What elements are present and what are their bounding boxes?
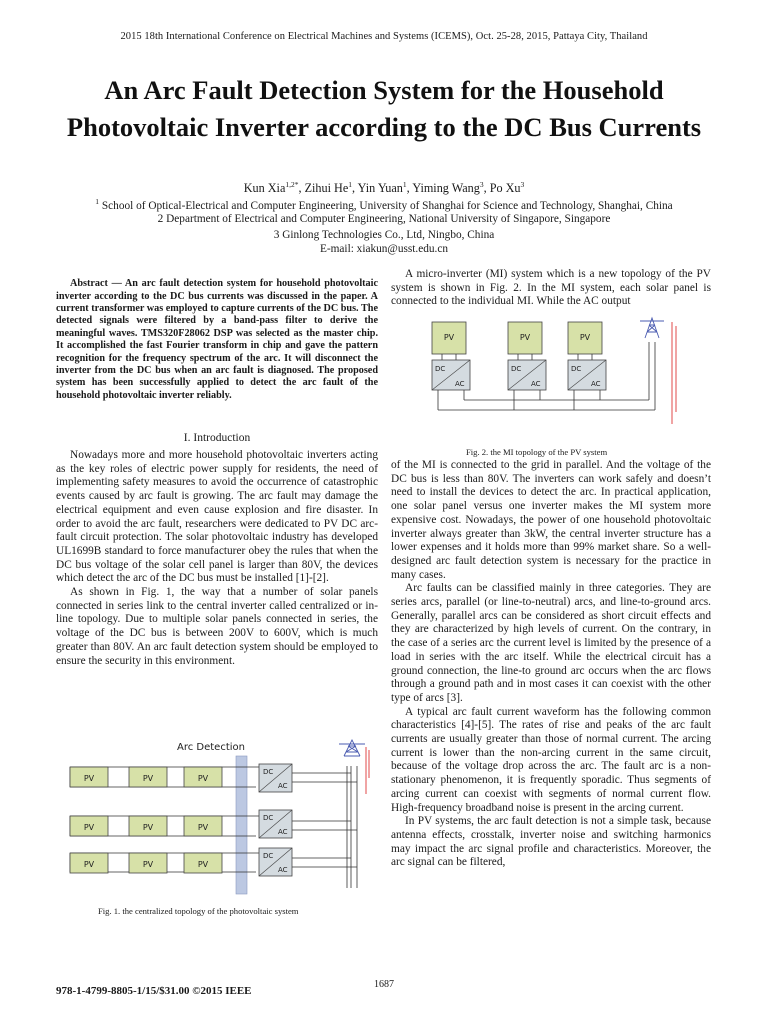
pv-panel xyxy=(568,322,602,354)
svg-text:AC: AC xyxy=(531,380,541,388)
micro-inverter xyxy=(568,360,606,390)
transmission-tower-icon xyxy=(640,318,664,338)
author-affil-mark: 3 xyxy=(520,180,525,189)
author-name: Zihui He xyxy=(304,181,349,196)
affiliation-text: School of Optical-Electrical and Computer Engineering, University of Shanghai for Science and Technology, Shanghai, China xyxy=(101,199,673,212)
svg-text:PV: PV xyxy=(142,860,154,869)
intro-section xyxy=(56,432,378,668)
intro-paragraph-1: Nowadays more and more household photovoltaic inverters acting as the key roles of electric power supply for residents, the need of implementing safety measures to avoid the occurrence of catastrophic events caused by arc fault is growing. The arc fault may damage the electrical equipment and even cause explosion and fire disaster. In order to avoid the arc fault, researchers were dedicated to PV DC arc-fault circuit protection. The solar photovoltaic industry has developed UL1699B standard to force manufacturer obey the rules that when the DC bus voltage of the solar cell panel is larger than 80V, the devices which detect the arc of the DC bus must be installed [1]-[2]. xyxy=(56,449,378,585)
dc-ac-inverter xyxy=(259,848,292,876)
micro-inverter xyxy=(432,360,470,390)
dc-ac-inverter xyxy=(259,764,292,792)
pv-detection-paragraph: In PV systems, the arc fault detection is not a simple task, because antenna effects, crosstalk, inverter noise and switching harmonics may impact the arc signal profile and characteristics. Moreover, the arc signal can be filtered, xyxy=(391,815,711,869)
arc-detection-label: Arc Detection xyxy=(177,742,245,753)
author-name: Po Xu xyxy=(489,181,521,196)
svg-text:DC: DC xyxy=(511,365,522,373)
pv-panel xyxy=(508,322,542,354)
section-heading: I. Introduction xyxy=(183,432,251,444)
affiliation-mark: 1 xyxy=(95,197,100,206)
pv-panel xyxy=(70,767,108,787)
right-column-top xyxy=(391,268,711,309)
svg-text:PV: PV xyxy=(83,774,95,783)
author-affil-mark: 1 xyxy=(348,180,352,189)
svg-text:PV: PV xyxy=(443,333,455,342)
svg-text:AC: AC xyxy=(278,866,288,874)
author-affil-mark: 1 xyxy=(402,180,407,189)
svg-text:DC: DC xyxy=(435,365,446,373)
svg-text:AC: AC xyxy=(455,380,465,388)
author-name: Kun Xia xyxy=(243,181,286,196)
pv-panel xyxy=(70,816,108,836)
fig2-caption: Fig. 2. the MI topology of the PV system xyxy=(466,447,608,457)
author-name: Yin Yuan xyxy=(357,181,403,196)
affiliation-1 xyxy=(0,197,768,212)
svg-text:PV: PV xyxy=(519,333,531,342)
arc-waveform-paragraph: A typical arc fault current waveform has the following common characteristics [4]-[5]. The rates of rise and peaks of the arc fault currents are usually greater than those of normal current. The arcing current is lower than the non-arcing current in the same circuit, because of the voltage drop across the arc. The fault arc is a non-stationary phenomenon, it is frequently sporadic. Thus segments of arcing current can coexist with segments of normal current flow. High-frequency broadband noise is present in the arcing current. xyxy=(391,705,711,814)
svg-text:AC: AC xyxy=(591,380,601,388)
fig2-mi-topology-diagram xyxy=(420,312,710,442)
author-affil-mark: 1,2* xyxy=(285,180,299,189)
author-email: E-mail: xiakun@usst.edu.cn xyxy=(319,243,449,255)
svg-text:PV: PV xyxy=(142,823,154,832)
right-column-body xyxy=(391,459,711,870)
fig1-caption: Fig. 1. the centralized topology of the photovoltaic system xyxy=(98,906,299,916)
abstract-block xyxy=(56,268,378,412)
svg-text:AC: AC xyxy=(278,828,288,836)
affiliation-3: 3 Ginlong Technologies Co., Ltd, Ningbo, China xyxy=(273,229,495,241)
svg-text:PV: PV xyxy=(197,860,209,869)
author-affil-mark: 3 xyxy=(479,180,484,189)
svg-text:PV: PV xyxy=(579,333,591,342)
fig1-centralized-topology-diagram xyxy=(56,738,378,898)
intro-paragraph-2: As shown in Fig. 1, the way that a number of solar panels connected in series link to the central inverter called centralized or in-line topology. Due to multiple solar panels connected in series, the voltage of the DC bus is between 200V to 600V, which is much greater than 80V. An arc fault detection system should be employed to ensure the security in this environment. xyxy=(56,586,378,667)
pv-panel xyxy=(184,816,222,836)
svg-text:AC: AC xyxy=(278,782,288,790)
svg-text:PV: PV xyxy=(197,774,209,783)
conference-header: 2015 18th International Conference on Electrical Machines and Systems (ICEMS), Oct. 25-28, 2015, Pattaya City, Thailand xyxy=(120,31,648,42)
svg-text:PV: PV xyxy=(197,823,209,832)
isbn-copyright: 978-1-4799-8805-1/15/$31.00 ©2015 IEEE xyxy=(56,985,252,997)
pv-panel xyxy=(184,767,222,787)
pv-panel xyxy=(129,816,167,836)
svg-text:PV: PV xyxy=(83,823,95,832)
abstract-text: Abstract — An arc fault detection system for household photovoltaic inverter according to the DC bus currents was discussed in the paper. A current transformer was employed to capture currents of the DC bus. The detected signals were filtered by a band-pass filter to derive the meaningful waves. TMS320F28062 DSP was selected as the master chip. It accomplished the fast Fourier transform in chip and gave the pattern recognition for the frequency spectrum of the arc. It will disconnect the inverter from the DC bus when an arc fault is diagnosed. The proposed system has been successfully applied to detect the arc fault of the household photovoltaic inverter reliably. xyxy=(56,278,378,401)
svg-text:PV: PV xyxy=(142,774,154,783)
transmission-tower-icon xyxy=(339,740,365,756)
pv-panel xyxy=(70,853,108,873)
svg-text:DC: DC xyxy=(263,768,274,776)
dc-ac-inverter xyxy=(259,810,292,838)
arc-detection-bar xyxy=(236,756,247,894)
mi-paragraph-2: of the MI is connected to the grid in parallel. And the voltage of the DC bus is less than 80V. The inverters can work safely and doesn’t need to install the devices to detect the arc. In practical application, one solar panel versus one inverter makes the MI system more expensive cost. Nowadays, the power of one household photovoltaic inverter always greater than 3kW, the central inverter structure has a lower expenses and it holds more than 99% market share. So a well-designed arc fault detection system is necessary for the practice in many cases. xyxy=(391,459,711,581)
pv-panel xyxy=(184,853,222,873)
svg-text:DC: DC xyxy=(571,365,582,373)
page-number: 1687 xyxy=(374,979,394,990)
affiliation-2: 2 Department of Electrical and Computer Engineering, National University of Singapore, Singapore xyxy=(157,213,611,225)
pv-panel xyxy=(129,853,167,873)
paper-title: An Arc Fault Detection System for the Household Photovoltaic Inverter according to the DC Bus Currents xyxy=(66,75,702,142)
svg-text:DC: DC xyxy=(263,814,274,822)
pv-panel xyxy=(129,767,167,787)
author-name: Yiming Wang xyxy=(412,181,480,196)
svg-text:PV: PV xyxy=(83,860,95,869)
svg-text:DC: DC xyxy=(263,852,274,860)
author-list: Kun Xia$^{1,2*}$, Zihui He$^1$, Yin Yuan$^1$, Yiming Wang$^3$, Po Xu$^3$ xyxy=(243,180,525,196)
pv-panel xyxy=(432,322,466,354)
micro-inverter xyxy=(508,360,546,390)
arc-category-paragraph: Arc faults can be classified mainly in three categories. They are series arcs, parallel (or line-to-neutral) arcs, and line-to-ground arcs. Generally, parallel arcs can be considered as short circuit effects and they are characterized by high levels of current. On the contrary, in the case of a series arc the current level is limited by the presence of a load in series with the arc itself. While the electrical circuit has a ground connection, the line-to ground arc occurs when the arc flows through a ground path and in most cases it can coexist with the other type of arcs [3]. xyxy=(391,582,711,704)
mi-paragraph-1: A micro-inverter (MI) system which is a new topology of the PV system is shown in Fig. 2. In the MI system, each solar panel is connected to the individual MI. While the AC output xyxy=(391,268,711,308)
